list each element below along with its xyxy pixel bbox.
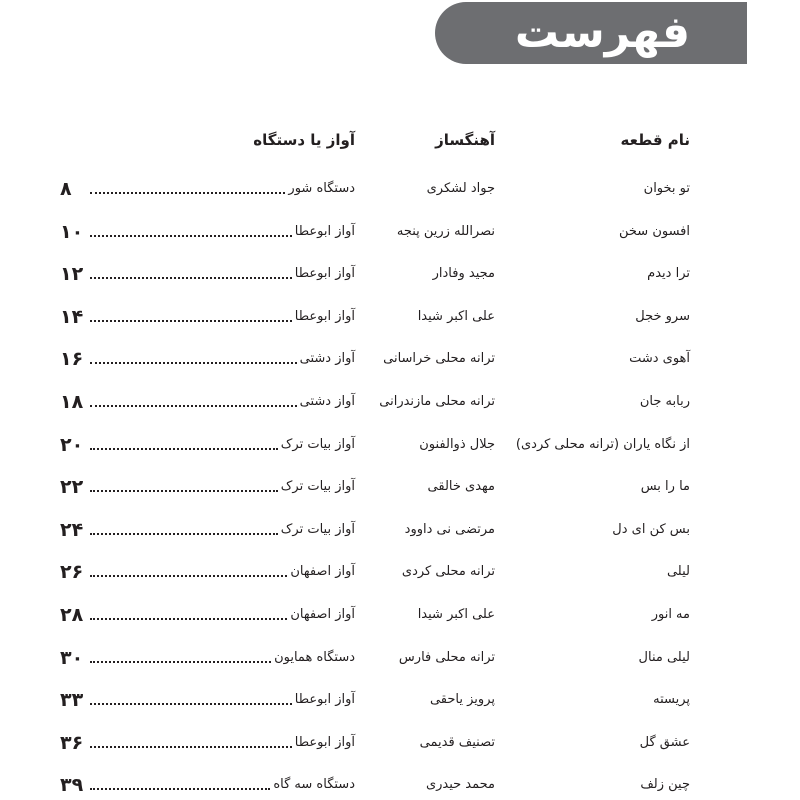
page-number: ۲۰ xyxy=(60,434,84,456)
dastgah-name: آواز بیات ترک xyxy=(280,479,355,494)
header-name: نام قطعه xyxy=(620,131,690,149)
dastgah-name: آواز ابوعطا xyxy=(294,266,355,281)
toc-row xyxy=(0,431,800,459)
header-dastgah: آواز یا دستگاه xyxy=(253,131,355,149)
dastgah-name: آواز بیات ترک xyxy=(280,437,355,452)
piece-name: بس کن ای دل xyxy=(612,522,690,537)
dot-leader xyxy=(90,661,271,663)
dastgah-name: آواز بیات ترک xyxy=(280,522,355,537)
piece-name: لیلی منال xyxy=(638,650,690,665)
toc-row xyxy=(0,303,800,331)
dastgah-leader xyxy=(90,686,355,714)
toc-row xyxy=(0,644,800,672)
composer-name: علی اکبر شیدا xyxy=(417,607,495,622)
dastgah-name: آواز دشتی xyxy=(299,351,355,366)
dastgah-leader xyxy=(90,175,355,203)
dastgah-leader xyxy=(90,516,355,544)
page-title: فهرست xyxy=(514,7,690,58)
composer-name: مرتضی نی داوود xyxy=(404,522,495,537)
dastgah-leader xyxy=(90,218,355,246)
dot-leader xyxy=(90,490,278,492)
toc-row xyxy=(0,345,800,373)
dot-leader xyxy=(90,618,287,620)
composer-name: علی اکبر شیدا xyxy=(417,309,495,324)
piece-name: از نگاه یاران (ترانه محلی کردی) xyxy=(515,437,690,452)
dot-leader xyxy=(90,192,285,194)
page-number: ۸ xyxy=(60,178,72,200)
piece-name: چین زلف xyxy=(640,777,690,792)
piece-name: ترا دیدم xyxy=(647,266,690,281)
page-number: ۱۸ xyxy=(60,391,84,413)
piece-name: لیلی xyxy=(666,564,690,579)
toc-row xyxy=(0,686,800,714)
page-number: ۱۶ xyxy=(60,348,84,370)
dot-leader xyxy=(90,405,297,407)
dastgah-name: آواز اصفهان xyxy=(290,607,355,622)
dastgah-leader xyxy=(90,601,355,629)
composer-name: ترانه محلی کردی xyxy=(401,564,495,579)
header-composer: آهنگساز xyxy=(435,131,495,149)
toc-row xyxy=(0,260,800,288)
piece-name: پریسته xyxy=(653,692,690,707)
dot-leader xyxy=(90,448,278,450)
dot-leader xyxy=(90,788,270,790)
composer-name: ترانه محلی فارس xyxy=(398,650,495,665)
composer-name: نصرالله زرین پنجه xyxy=(396,224,495,239)
composer-name: مجید وفادار xyxy=(432,266,495,281)
composer-name: محمد حیدری xyxy=(425,777,495,792)
composer-name: ترانه محلی خراسانی xyxy=(383,351,495,366)
dot-leader xyxy=(90,703,292,705)
toc-row xyxy=(0,218,800,246)
dastgah-name: دستگاه سه گاه xyxy=(273,777,355,792)
toc-row xyxy=(0,516,800,544)
page-number: ۲۸ xyxy=(60,604,84,626)
dot-leader xyxy=(90,746,292,748)
page-number: ۳۰ xyxy=(60,647,84,669)
dot-leader xyxy=(90,575,287,577)
page-number: ۲۲ xyxy=(60,476,84,498)
composer-name: جواد لشکری xyxy=(426,181,495,196)
composer-name: پرویز یاحقی xyxy=(429,692,495,707)
page-number: ۱۴ xyxy=(60,306,84,328)
dastgah-leader xyxy=(90,431,355,459)
dot-leader xyxy=(90,362,297,364)
dastgah-name: آواز ابوعطا xyxy=(294,309,355,324)
dastgah-name: آواز ابوعطا xyxy=(294,224,355,239)
page-number: ۳۶ xyxy=(60,732,84,754)
toc-row xyxy=(0,558,800,586)
dastgah-leader xyxy=(90,771,355,799)
dastgah-leader xyxy=(90,345,355,373)
dastgah-leader xyxy=(90,388,355,416)
toc-row xyxy=(0,473,800,501)
dastgah-name: آواز ابوعطا xyxy=(294,735,355,750)
piece-name: سرو خجل xyxy=(635,309,690,324)
toc-row xyxy=(0,388,800,416)
piece-name: ما را بس xyxy=(640,479,690,494)
dastgah-leader xyxy=(90,303,355,331)
page-number: ۲۴ xyxy=(60,519,84,541)
dastgah-name: دستگاه همایون xyxy=(274,650,355,665)
page-number: ۱۲ xyxy=(60,263,84,285)
dastgah-leader xyxy=(90,729,355,757)
dastgah-leader xyxy=(90,260,355,288)
dot-leader xyxy=(90,235,292,237)
dot-leader xyxy=(90,277,292,279)
piece-name: ربابه جان xyxy=(639,394,690,409)
toc-row xyxy=(0,175,800,203)
page-number: ۱۰ xyxy=(60,221,84,243)
dastgah-name: آواز دشتی xyxy=(299,394,355,409)
page-number: ۲۶ xyxy=(60,561,84,583)
composer-name: جلال ذوالفنون xyxy=(419,437,495,452)
dastgah-leader xyxy=(90,558,355,586)
piece-name: عشق گل xyxy=(639,735,690,750)
dastgah-leader xyxy=(90,473,355,501)
dastgah-leader xyxy=(90,644,355,672)
piece-name: مه انور xyxy=(651,607,690,622)
page-number: ۳۳ xyxy=(60,689,84,711)
composer-name: ترانه محلی مازندرانی xyxy=(379,394,495,409)
toc-row xyxy=(0,729,800,757)
toc-row xyxy=(0,601,800,629)
piece-name: تو بخوان xyxy=(643,181,690,196)
composer-name: مهدی خالقی xyxy=(427,479,495,494)
piece-name: آهوی دشت xyxy=(629,351,690,366)
dastgah-name: آواز ابوعطا xyxy=(294,692,355,707)
dot-leader xyxy=(90,320,292,322)
dot-leader xyxy=(90,533,278,535)
page-number: ۳۹ xyxy=(60,774,84,796)
dastgah-name: دستگاه شور xyxy=(288,181,355,196)
composer-name: تصنیف قدیمی xyxy=(419,735,495,750)
dastgah-name: آواز اصفهان xyxy=(290,564,355,579)
toc-row xyxy=(0,771,800,799)
piece-name: افسون سخن xyxy=(619,224,690,239)
